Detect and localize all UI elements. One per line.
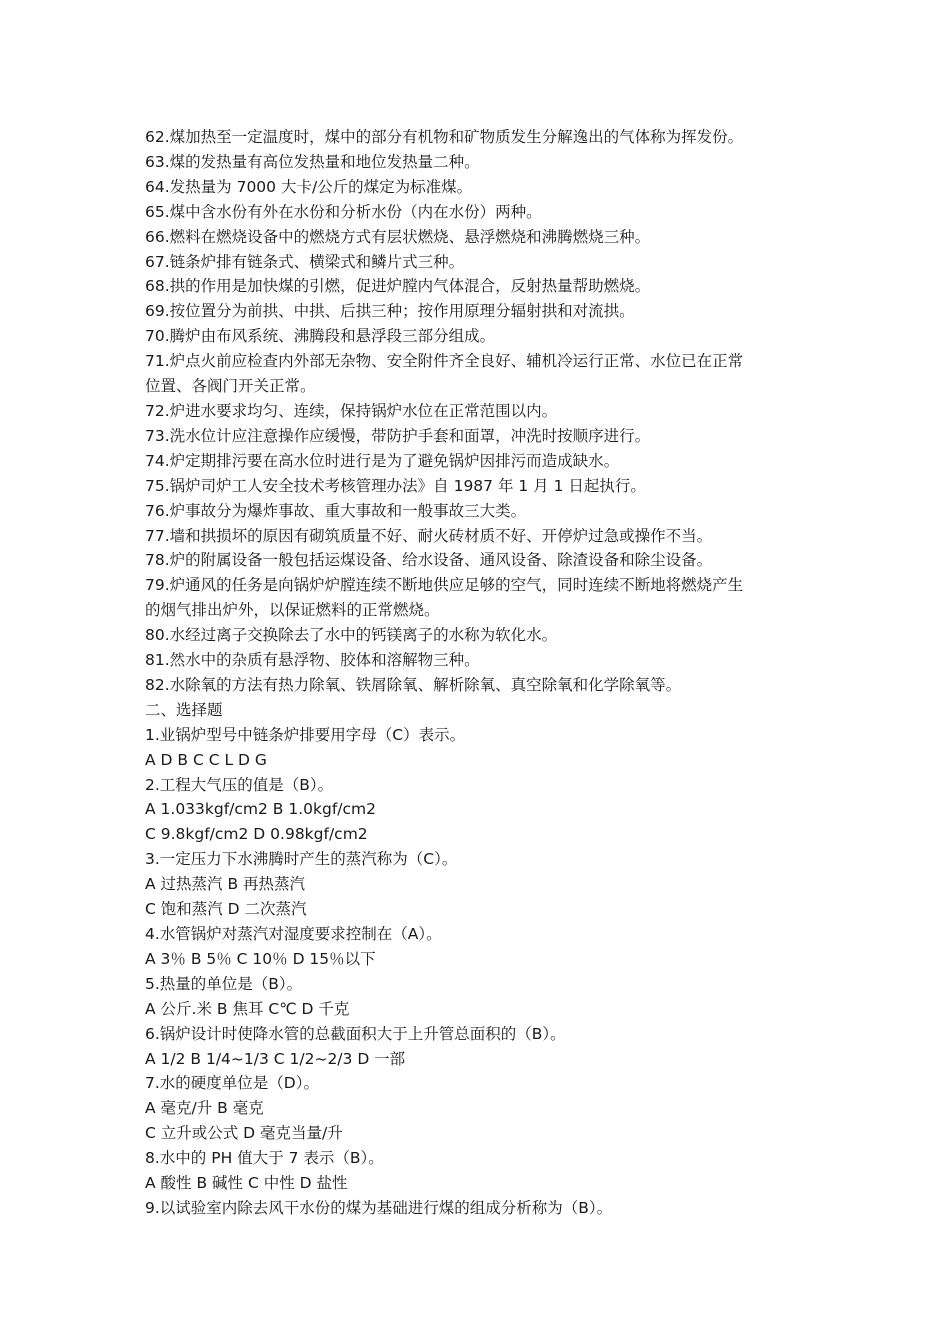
text-line-79: 79.炉通风的任务是向锅炉炉膛连续不断地供应足够的空气，同时连续不断地将燃烧产生 <box>145 576 744 595</box>
text-line-71: 71.炉点火前应检查内外部无杂物、安全附件齐全良好、辅机冷运行正常、水位已在正常 <box>145 352 744 371</box>
question-6: 6.锅炉设计时使降水管的总截面积大于上升管总面积的（B）。 <box>145 1024 566 1043</box>
text-line-70: 70.腾炉由布风系统、沸腾段和悬浮段三部分组成。 <box>145 327 496 346</box>
text-line-69: 69.按位置分为前拱、中拱、后拱三种；按作用原理分辐射拱和对流拱。 <box>145 302 635 321</box>
question-7-options-ab: A 毫克/升 B 毫克 <box>145 1099 264 1118</box>
question-4-options: A 3％ B 5％ C 10％ D 15％以下 <box>145 949 376 968</box>
text-line-63: 63.煤的发热量有高位发热量和地位发热量二种。 <box>145 152 480 171</box>
question-2: 2.工程大气压的值是（B）。 <box>145 775 334 794</box>
question-9: 9.以试验室内除去风干水份的煤为基础进行煤的组成分析称为（B）。 <box>145 1198 613 1217</box>
text-line-73: 73.洗水位计应注意操作应缓慢，带防护手套和面罩，冲洗时按顺序进行。 <box>145 426 651 445</box>
text-line-76: 76.炉事故分为爆炸事故、重大事故和一般事故三大类。 <box>145 501 527 520</box>
text-line-67: 67.链条炉排有链条式、横梁式和鳞片式三种。 <box>145 252 465 271</box>
text-line-79-cont: 的烟气排出炉外，以保证燃料的正常燃烧。 <box>145 601 440 620</box>
text-line-66: 66.燃料在燃烧设备中的燃烧方式有层状燃烧、悬浮燃烧和沸腾燃烧三种。 <box>145 227 651 246</box>
question-5-options: A 公斤.米 B 焦耳 C℃ D 千克 <box>145 999 350 1018</box>
question-1-options: A D B C C L D G <box>145 750 267 769</box>
question-7-options-cd: C 立升或公式 D 毫克当量/升 <box>145 1124 343 1143</box>
text-line-78: 78.炉的附属设备一般包括运煤设备、给水设备、通风设备、除渣设备和除尘设备。 <box>145 551 713 570</box>
question-7: 7.水的硬度单位是（D）。 <box>145 1074 319 1093</box>
question-2-options-cd: C 9.8kgf/cm2 D 0.98kgf/cm2 <box>145 825 368 844</box>
document-body <box>145 125 815 1221</box>
text-line-68: 68.拱的作用是加快煤的引燃，促进炉膛内气体混合，反射热量帮助燃烧。 <box>145 277 651 296</box>
text-line-77: 77.墙和拱损坏的原因有砌筑质量不好、耐火砖材质不好、开停炉过急或操作不当。 <box>145 526 713 545</box>
text-line-71-cont: 位置、各阀门开关正常。 <box>145 377 316 396</box>
question-1: 1.业锅炉型号中链条炉排要用字母（C）表示。 <box>145 725 466 744</box>
text-line-75: 75.锅炉司炉工人安全技术考核管理办法》自 1987 年 1 月 1 日起执行。 <box>145 476 646 495</box>
section-heading-choice: 二、选择题 <box>145 700 223 719</box>
question-3-options-cd: C 饱和蒸汽 D 二次蒸汽 <box>145 900 307 919</box>
question-5: 5.热量的单位是（B）。 <box>145 974 303 993</box>
question-2-options-ab: A 1.033kgf/cm2 B 1.0kgf/cm2 <box>145 800 376 819</box>
text-line-65: 65.煤中含水份有外在水份和分析水份（内在水份）两种。 <box>145 202 542 221</box>
text-line-62: 62.煤加热至一定温度时，煤中的部分有机物和矿物质发生分解逸出的气体称为挥发份。 <box>145 128 744 146</box>
question-4: 4.水管锅炉对蒸汽对湿度要求控制在（A）。 <box>145 925 442 943</box>
text-line-80: 80.水经过离子交换除去了水中的钙镁离子的水称为软化水。 <box>145 626 558 645</box>
question-3: 3.一定压力下水沸腾时产生的蒸汽称为（C）。 <box>145 850 458 869</box>
question-8-options: A 酸性 B 碱性 C 中性 D 盐性 <box>145 1174 348 1193</box>
text-line-64: 64.发热量为 7000 大卡/公斤的煤定为标准煤。 <box>145 177 473 196</box>
text-line-81: 81.然水中的杂质有悬浮物、胶体和溶解物三种。 <box>145 651 480 670</box>
text-line-72: 72.炉进水要求均匀、连续，保持锅炉水位在正常范围以内。 <box>145 401 558 420</box>
question-8: 8.水中的 PH 值大于 7 表示（B）。 <box>145 1149 384 1168</box>
question-3-options-ab: A 过热蒸汽 B 再热蒸汽 <box>145 875 306 894</box>
text-line-82: 82.水除氧的方法有热力除氧、铁屑除氧、解析除氧、真空除氧和化学除氧等。 <box>145 675 682 694</box>
text-line-74: 74.炉定期排污要在高水位时进行是为了避免锅炉因排污而造成缺水。 <box>145 451 620 470</box>
question-6-options: A 1/2 B 1/4~1/3 C 1/2~2/3 D 一部 <box>145 1049 406 1068</box>
